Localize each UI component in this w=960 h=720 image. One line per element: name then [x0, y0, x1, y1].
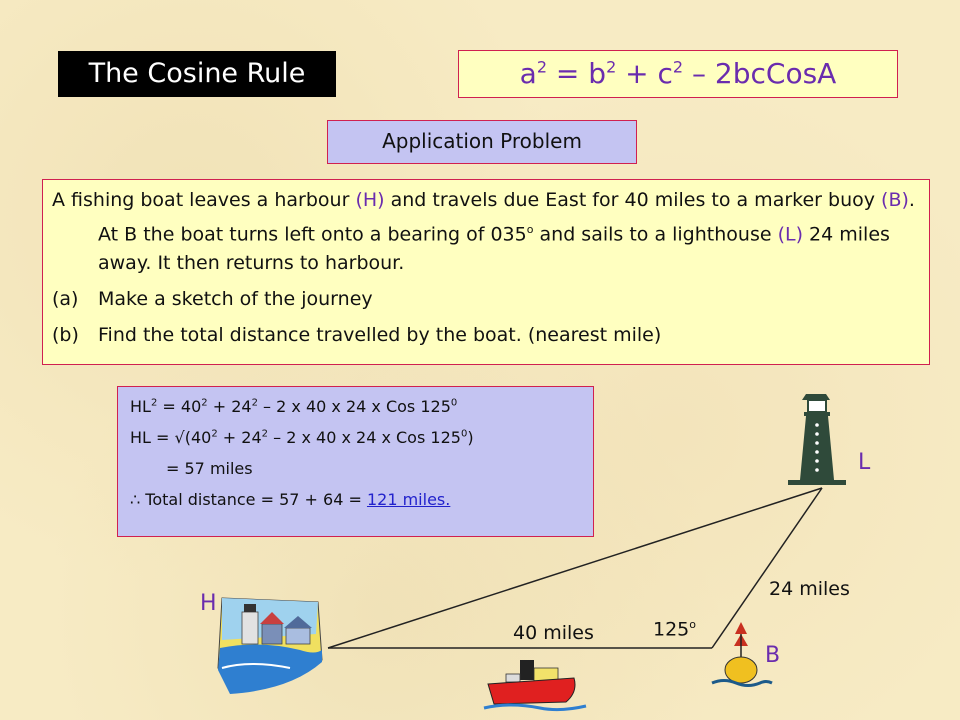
final-answer: 121 miles. — [366, 490, 451, 509]
point-b-label: B — [765, 643, 781, 668]
subtitle-box: Application Problem — [327, 120, 637, 164]
w4a: ∴ Total distance = 57 + 64 = — [130, 490, 367, 509]
formula-a: a — [519, 57, 537, 90]
w1a: HL — [130, 397, 151, 416]
angle-degree: o — [689, 618, 696, 631]
degree-mark: o — [526, 223, 534, 236]
point-l-label: L — [858, 450, 871, 475]
w1-exp0: 0 — [450, 397, 458, 409]
angle-label — [653, 618, 696, 640]
formula-eq-b: = b — [547, 57, 607, 90]
harbour-icon — [218, 598, 322, 694]
w1-exp: 2 — [251, 397, 258, 409]
point-b-ref: (B) — [881, 189, 909, 211]
point-h-label: H — [200, 591, 217, 616]
formula-exp-b: 2 — [606, 57, 617, 77]
point-h-ref: (H) — [355, 189, 385, 211]
w1-exp: 2 — [150, 397, 158, 409]
page-title: The Cosine Rule — [58, 51, 336, 97]
formula-rest: – 2bcCosA — [683, 57, 837, 90]
formula-exp-a: 2 — [536, 57, 548, 77]
w2-exp0: 0 — [460, 428, 468, 440]
buoy-icon — [712, 622, 772, 686]
formula-exp-c: 2 — [672, 57, 684, 77]
w2c: – 2 x 40 x 24 x Cos 125 — [268, 428, 461, 447]
w2-exp: 2 — [261, 428, 269, 440]
problem-text-4: and sails to a lighthouse — [533, 223, 778, 246]
angle-value: 125 — [653, 618, 690, 641]
formula-plus-c: + c — [616, 57, 673, 90]
point-l-ref: (L) — [777, 223, 803, 246]
problem-text-5: 24 miles away. It then returns to harbour. — [98, 223, 890, 275]
w2b: + 24 — [217, 428, 262, 447]
question-a-label: (a) — [52, 288, 79, 311]
w1c: + 24 — [207, 397, 252, 416]
problem-text-3: . At B the boat turns left onto a bearing of 035 — [98, 189, 915, 246]
w2d: ) — [467, 428, 474, 447]
working-line-3: = 57 miles — [166, 459, 253, 478]
lighthouse-icon — [788, 394, 846, 485]
problem-text-2: and travels due East for 40 miles to a marker buoy — [384, 189, 882, 211]
w1d: – 2 x 40 x 24 x Cos 125 — [257, 397, 451, 416]
line-bl — [712, 488, 822, 648]
distance-hb-label: 40 miles — [513, 622, 594, 644]
w2a: HL = √(40 — [130, 428, 212, 447]
w1-exp: 2 — [201, 397, 208, 409]
question-b-label: (b) — [52, 324, 79, 347]
problem-text-1: A fishing boat leaves a harbour — [52, 189, 356, 211]
w1b: = 40 — [157, 397, 202, 416]
boat-icon — [484, 660, 586, 710]
distance-bl-label: 24 miles — [769, 578, 850, 600]
w2-exp: 2 — [211, 428, 218, 440]
question-b-text: Find the total distance travelled by the boat. (nearest mile) — [98, 324, 662, 347]
question-a-text: Make a sketch of the journey — [98, 288, 373, 311]
